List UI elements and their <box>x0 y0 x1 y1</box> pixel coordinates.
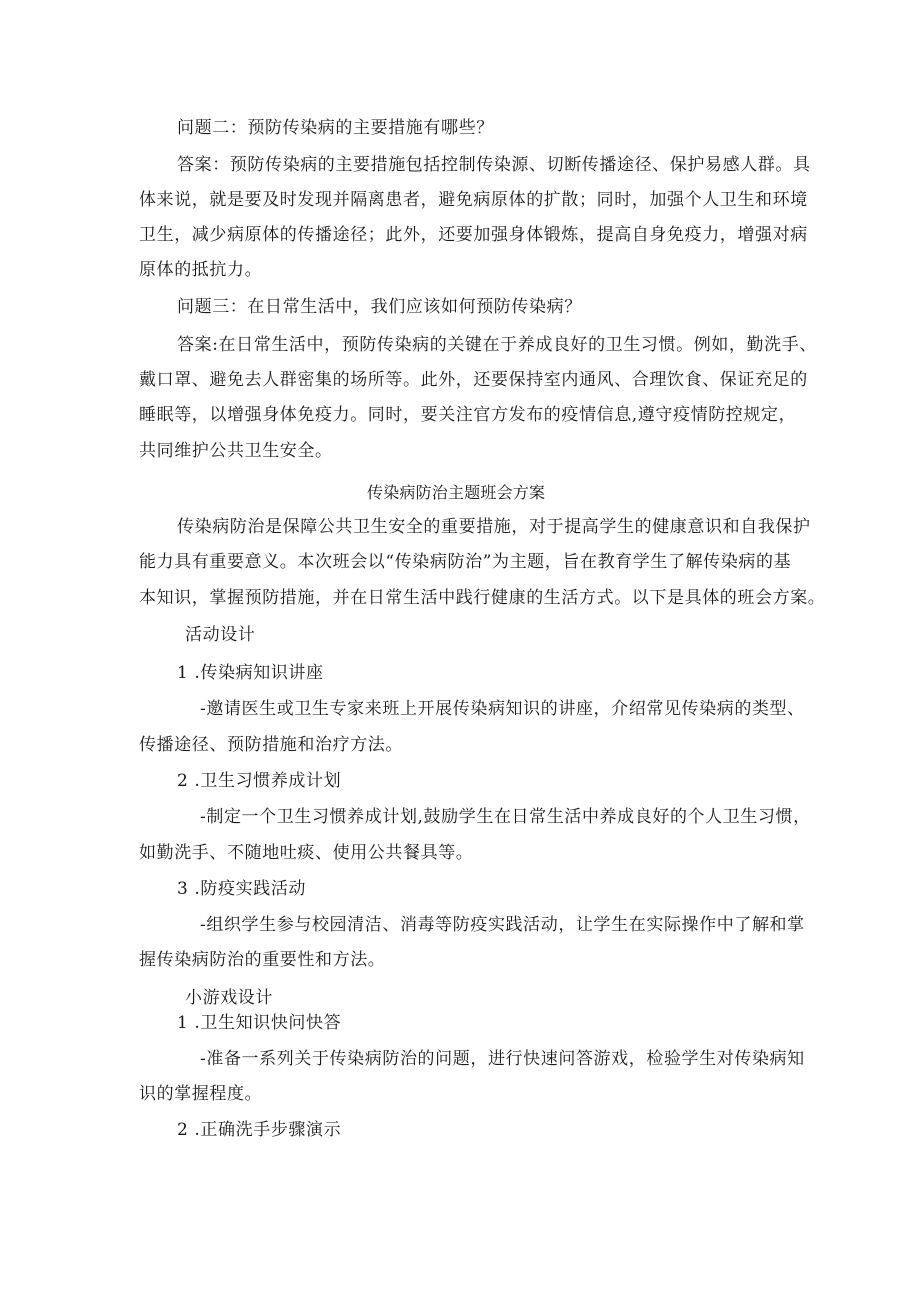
answer-three-line-3: 睡眠等，以增强身体免疫力。同时，要关注官方发布的疫情信息,遵守疫情防控规定， <box>139 405 797 425</box>
activity-item-1-line-2: 传播途径、预防措施和治疗方法。 <box>139 735 403 755</box>
intro-line-3: 本知识，掌握预防措施，并在日常生活中践行健康的生活方式。以下是具体的班会方案。 <box>139 588 826 608</box>
game-design-heading: 小游戏设计 <box>185 988 273 1008</box>
answer-two-line-1: 答案：预防传染病的主要措施包括控制传染源、切断传播途径、保护易感人群。具 <box>177 155 811 175</box>
answer-two-line-3: 卫生，减少病原体的传播途径；此外，还要加强身体锻炼，提高自身免疫力，增强对病 <box>139 225 808 245</box>
activity-item-3-title: 3 .防疫实践活动 <box>177 879 307 899</box>
answer-three-line-4: 共同维护公共卫生安全。 <box>139 441 333 461</box>
activity-item-3-line-2: 握传染病防治的重要性和方法。 <box>139 950 386 970</box>
answer-three-line-2: 戴口罩、避免去人群密集的场所等。此外，还要保持室内通风、合理饮食、保证充足的 <box>139 370 808 390</box>
section-title: 传染病防治主题班会方案 <box>367 483 546 502</box>
activity-item-1-title: 1 .传染病知识讲座 <box>177 663 324 683</box>
activity-item-2-line-1: -制定一个卫生习惯养成计划,鼓励学生在日常生活中养成良好的个人卫生习惯， <box>200 807 811 827</box>
activity-item-1-line-1: -邀请医生或卫生专家来班上开展传染病知识的讲座，介绍常见传染病的类型、 <box>200 699 805 719</box>
activity-design-heading: 活动设计 <box>185 625 256 645</box>
game-item-2-title: 2 .正确洗手步骤演示 <box>177 1120 342 1140</box>
answer-two-line-4: 原体的抵抗力。 <box>139 260 263 280</box>
intro-line-1: 传染病防治是保障公共卫生安全的重要措施，对于提高学生的健康意识和自我保护 <box>177 517 811 537</box>
question-three-heading: 问题三：在日常生活中，我们应该如何预防传染病？ <box>177 297 582 317</box>
question-two-heading: 问题二：预防传染病的主要措施有哪些？ <box>177 118 494 138</box>
intro-line-2: 能力具有重要意义。本次班会以“传染病防治”为主题，旨在教育学生了解传染病的基 <box>139 552 792 572</box>
activity-item-2-title: 2 .卫生习惯养成计划 <box>177 771 342 791</box>
answer-three-line-1: 答案:在日常生活中，预防传染病的关键在于养成良好的卫生习惯。例如，勤洗手、 <box>177 335 817 355</box>
game-item-1-title: 1 .卫生知识快问快答 <box>177 1013 342 1033</box>
game-item-1-line-1: -准备一系列关于传染病防治的问题，进行快速问答游戏，检验学生对传染病知 <box>200 1049 805 1069</box>
game-item-1-line-2: 识的掌握程度。 <box>139 1084 263 1104</box>
activity-item-2-line-2: 如勤洗手、不随地吐痰、使用公共餐具等。 <box>139 843 474 863</box>
answer-two-line-2: 体来说，就是要及时发现并隔离患者，避免病原体的扩散；同时，加强个人卫生和环境 <box>139 190 808 210</box>
activity-item-3-line-1: -组织学生参与校园清洁、消毒等防疫实践活动，让学生在实际操作中了解和掌 <box>200 915 805 935</box>
